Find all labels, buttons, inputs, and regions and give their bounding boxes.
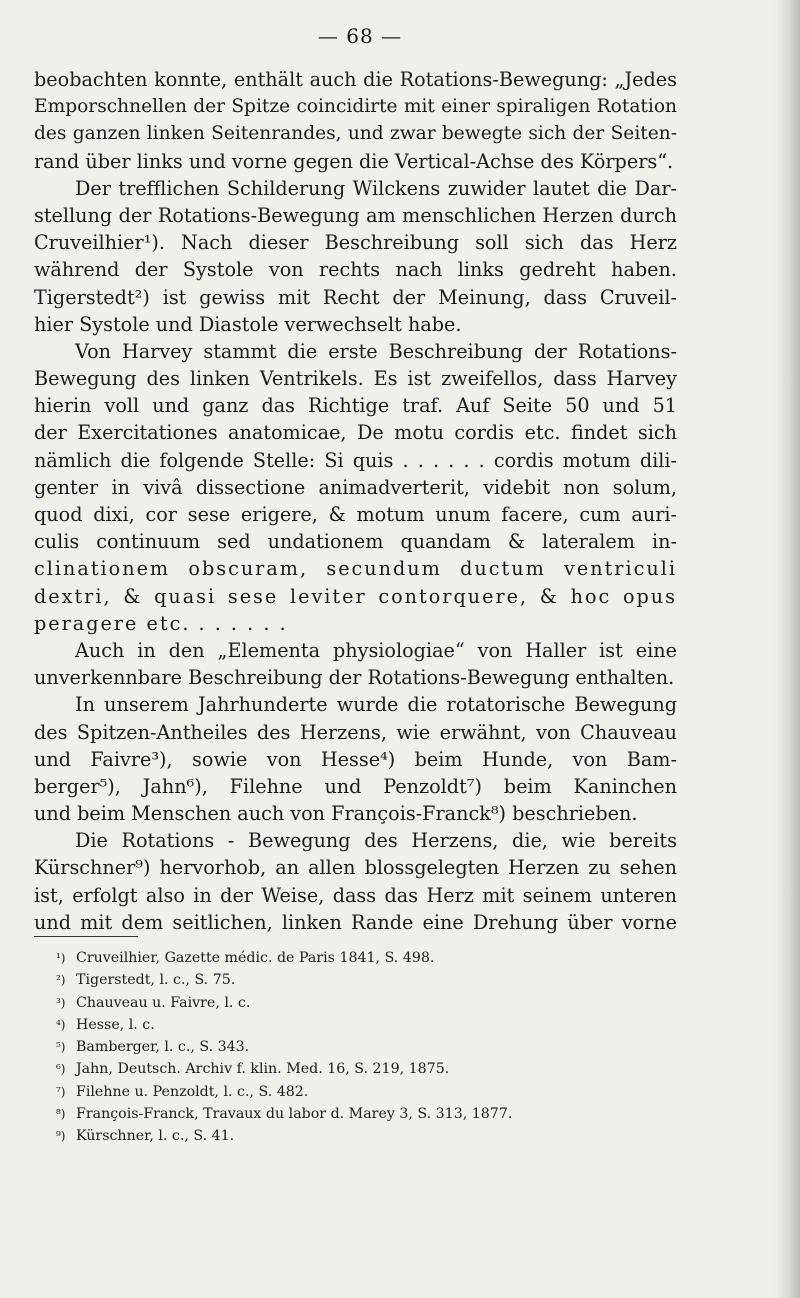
text-line: Die Rotations - Bewegung des Herzens, die, wie bereits: [75, 829, 677, 853]
footnote-text: François-Franck, Travaux du labor d. Marey 3, S. 313, 1877.: [76, 1106, 513, 1123]
text-line: Cruveilhier¹). Nach dieser Beschreibung soll sich das Herz: [34, 231, 677, 255]
text-line: Der trefflichen Schilderung Wilckens zuwider lautet die Dar-: [75, 176, 677, 200]
text-line: und mit dem seitlichen, linken Rande eine Drehung über vorne: [34, 910, 677, 934]
footnote-text: Cruveilhier, Gazette médic. de Paris 1841, S. 498.: [76, 950, 435, 966]
text-line: Auch in den „Elementa physiologiae“ von Haller ist eine: [75, 638, 677, 662]
footnote: [56, 969, 676, 991]
footnote-text: Tigerstedt, l. c., S. 75.: [76, 972, 236, 989]
text-line: culis continuum sed undationem quandam & lateralem in-: [34, 530, 677, 554]
footnotes: [56, 947, 676, 1148]
text-line: der Exercitationes anatomicae, De motu cordis etc. findet sich: [34, 421, 677, 445]
footnote: [56, 947, 676, 969]
footnote: [56, 992, 676, 1014]
footnote: [56, 1103, 676, 1125]
footnote: [56, 1036, 676, 1058]
body-text: [34, 66, 677, 936]
text-line: quod dixi, cor sese erigere, & motum unum facere, cum auri-: [34, 503, 677, 526]
footnote: [56, 1014, 676, 1036]
footnote-mark: ⁸): [56, 1107, 66, 1122]
footnote-mark: ⁶): [56, 1062, 66, 1077]
text-line: peragere etc. . . . . . .: [34, 611, 288, 635]
text-line: In unserem Jahrhunderte wurde die rotatorische Bewegung: [75, 693, 677, 717]
footnote-mark: ⁴): [56, 1017, 66, 1032]
page-number: — 68 —: [317, 24, 403, 48]
footnote-mark: ¹): [56, 951, 66, 965]
text-line: Tigerstedt²) ist gewiss mit Recht der Meinung, dass Cruveil-: [34, 285, 677, 309]
text-line: des Spitzen-Antheiles des Herzens, wie erwähnt, von Chauveau: [34, 720, 677, 744]
text-line: ist, erfolgt also in der Weise, dass das Herz mit seinem unteren: [34, 883, 677, 907]
text-line: beobachten konnte, enthält auch die Rotations-Bewegung: „Jedes: [34, 68, 677, 91]
text-line: Emporschnellen der Spitze coincidirte mit einer spiraligen Rotation: [34, 96, 677, 118]
footnote-divider: [34, 936, 138, 937]
footnote-text: Hesse, l. c.: [76, 1016, 155, 1033]
text-line: rand über links und vorne gegen die Vertical-Achse des Körpers“.: [34, 149, 674, 173]
text-line: und beim Menschen auch von François-Franck⁸) beschrieben.: [34, 802, 638, 826]
text-line: hierin voll und ganz das Richtige traf. Auf Seite 50 und 51: [34, 394, 677, 418]
footnote-text: Bamberger, l. c., S. 343.: [76, 1039, 250, 1056]
footnote-text: Jahn, Deutsch. Archiv f. klin. Med. 16, S. 219, 1875.: [76, 1061, 450, 1078]
page-edge-shadow: [774, 0, 800, 1298]
footnote-mark: ⁹): [56, 1129, 66, 1144]
text-line: nämlich die folgende Stelle: Si quis . . . . . . cordis motum dili-: [34, 448, 677, 472]
footnote-mark: ³): [56, 995, 66, 1010]
text-line: dextri, & quasi sese leviter contorquere, & hoc opus: [34, 584, 677, 608]
footnote-mark: ⁵): [56, 1040, 66, 1055]
text-line: während der Systole von rechts nach links gedreht haben.: [34, 258, 677, 282]
footnote-mark: ²): [56, 973, 66, 988]
text-line: stellung der Rotations-Bewegung am menschlichen Herzen durch: [34, 203, 677, 227]
text-line: des ganzen linken Seitenrandes, und zwar bewegte sich der Seiten-: [34, 123, 677, 145]
text-line: clinationem obscuram, secundum ductum ventriculi: [34, 557, 677, 581]
footnote-text: Kürschner, l. c., S. 41.: [76, 1128, 235, 1145]
text-line: Bewegung des linken Ventrikels. Es ist zweifellos, dass Harvey: [34, 367, 677, 391]
footnote: [56, 1125, 676, 1147]
text-line: genter in vivâ dissectione animadverterit, videbit non solum,: [34, 475, 677, 499]
footnote: [56, 1058, 676, 1080]
text-line: Von Harvey stammt die erste Beschreibung der Rotations-: [75, 339, 677, 363]
text-line: Kürschner⁹) hervorhob, an allen blossgelegten Herzen zu sehen: [34, 856, 677, 880]
footnote: [56, 1081, 676, 1103]
text-line: berger⁵), Jahn⁶), Filehne und Penzoldt⁷) beim Kaninchen: [34, 774, 677, 798]
footnote-text: Filehne u. Penzoldt, l. c., S. 482.: [76, 1083, 309, 1100]
text-line: hier Systole und Diastole verwechselt habe.: [34, 312, 462, 336]
footnote-text: Chauveau u. Faivre, l. c.: [76, 994, 251, 1011]
text-line: und Faivre³), sowie von Hesse⁴) beim Hunde, von Bam-: [34, 747, 677, 771]
text-line: unverkennbare Beschreibung der Rotations-Bewegung enthalten.: [34, 666, 675, 690]
footnote-mark: ⁷): [56, 1084, 66, 1099]
